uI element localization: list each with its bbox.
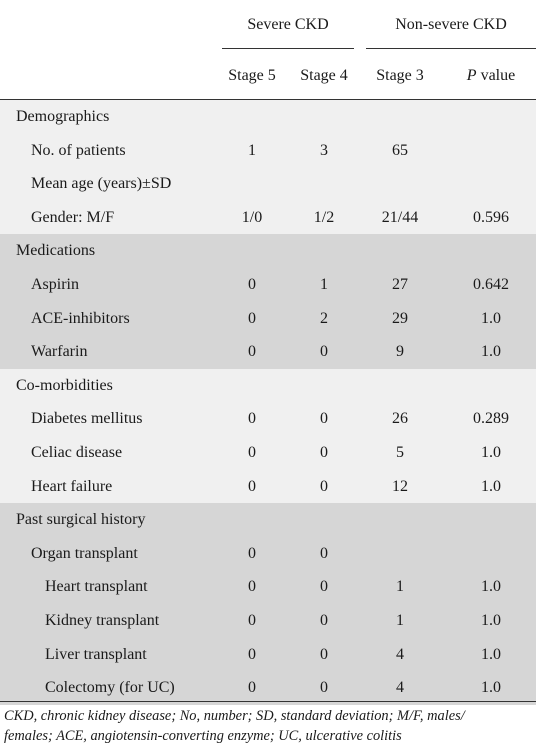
table-cell: 0 xyxy=(320,410,328,428)
table-cell: 0.289 xyxy=(473,410,509,428)
footnote-line-2: females; ACE, angiotensin-converting enzyme; UC, ulcerative colitis xyxy=(4,728,402,744)
table-cell xyxy=(446,503,536,537)
table-cell xyxy=(294,503,354,537)
table-cell: 5 xyxy=(396,443,404,461)
table-cell: 1.0 xyxy=(481,578,501,596)
table-row xyxy=(0,100,536,134)
table-cell: 1.0 xyxy=(481,611,501,629)
table-cell: 0 xyxy=(248,679,256,697)
table-row xyxy=(0,570,536,604)
table-cell: 0 xyxy=(248,645,256,663)
table-cell: 0 xyxy=(248,410,256,428)
table-footnote xyxy=(4,706,534,746)
table-row xyxy=(0,201,536,235)
table-cell: 2 xyxy=(320,309,328,327)
row-label: Gender: M/F xyxy=(31,208,115,226)
table-row xyxy=(0,167,536,201)
table-cell: 12 xyxy=(392,477,408,495)
row-label: Demographics xyxy=(16,108,110,125)
table-cell xyxy=(294,369,354,403)
pvalue-p: P xyxy=(466,67,477,84)
table-row xyxy=(0,268,536,302)
table-cell: 0 xyxy=(320,611,328,629)
row-label: Liver transplant xyxy=(45,645,147,663)
table-cell: 0.642 xyxy=(473,275,509,293)
table-cell xyxy=(370,537,430,571)
table-cell: 27 xyxy=(392,275,408,293)
table-cell: 0 xyxy=(248,275,256,293)
table-cell xyxy=(222,369,282,403)
table-cell xyxy=(370,234,430,268)
row-label: Kidney transplant xyxy=(45,611,160,629)
table-cell xyxy=(222,167,282,201)
table-cell xyxy=(370,100,430,134)
table-cell: 1 xyxy=(320,275,328,293)
table-cell xyxy=(222,503,282,537)
row-label: Warfarin xyxy=(31,343,88,361)
nonsevere-ckd-header: Non-severe CKD xyxy=(395,16,507,33)
table-row xyxy=(0,369,536,403)
table-cell: 0 xyxy=(320,645,328,663)
severe-ckd-rule xyxy=(222,48,354,49)
table-cell: 1 xyxy=(396,578,404,596)
table-cell: 0 xyxy=(320,343,328,361)
table-cell: 0 xyxy=(248,309,256,327)
row-label: ACE-inhibitors xyxy=(31,309,130,327)
table-row xyxy=(0,470,536,504)
table-cell: 1.0 xyxy=(481,645,501,663)
column-header-stage3: Stage 3 xyxy=(376,67,424,84)
table-cell: 0.596 xyxy=(473,208,509,226)
table-cell xyxy=(370,369,430,403)
table-cell: 0 xyxy=(320,578,328,596)
table-cell xyxy=(222,100,282,134)
table-cell: 1.0 xyxy=(481,443,501,461)
table-cell xyxy=(370,167,430,201)
row-label: Diabetes mellitus xyxy=(31,410,143,428)
table-cell: 26 xyxy=(392,410,408,428)
nonsevere-ckd-rule xyxy=(366,48,536,49)
table-row xyxy=(0,402,536,436)
table-cell: 0 xyxy=(320,477,328,495)
table-cell xyxy=(446,369,536,403)
table-cell: 1/0 xyxy=(241,208,263,226)
table-cell: 29 xyxy=(392,309,408,327)
table-cell: 0 xyxy=(248,578,256,596)
table-cell xyxy=(446,100,536,134)
table-row xyxy=(0,638,536,672)
table-cell: 1 xyxy=(396,611,404,629)
table-row xyxy=(0,503,536,537)
table-row xyxy=(0,671,536,705)
row-label: Mean age (years)±SD xyxy=(31,175,172,193)
table-cell: 0 xyxy=(248,477,256,495)
table-cell: 0 xyxy=(320,544,328,562)
table-cell xyxy=(446,134,536,168)
table-row xyxy=(0,436,536,470)
table-row xyxy=(0,234,536,268)
table-cell: 65 xyxy=(392,141,408,159)
row-label: Heart failure xyxy=(31,477,113,495)
table-cell: 0 xyxy=(320,679,328,697)
table-cell: 1.0 xyxy=(481,679,501,697)
table-row xyxy=(0,335,536,369)
table-cell: 0 xyxy=(248,343,256,361)
column-header-stage4: Stage 4 xyxy=(300,67,348,84)
table-cell xyxy=(222,234,282,268)
row-label: Past surgical history xyxy=(16,511,146,529)
pvalue-word: value xyxy=(476,67,516,84)
row-label: Co-morbidities xyxy=(16,376,113,394)
table-body xyxy=(0,100,536,705)
column-header-pvalue xyxy=(446,67,536,85)
footnote-line-1: CKD, chronic kidney disease; No, number; SD, standard deviation; M/F, males/ xyxy=(4,708,465,724)
table-cell xyxy=(294,167,354,201)
table-row xyxy=(0,302,536,336)
table-cell: 1.0 xyxy=(481,477,501,495)
table-cell: 1 xyxy=(248,141,256,159)
row-label: Celiac disease xyxy=(31,443,123,461)
table-cell: 1/2 xyxy=(313,208,335,226)
table-cell: 4 xyxy=(396,679,404,697)
table-bottom-rule xyxy=(0,701,536,702)
table-cell xyxy=(294,234,354,268)
row-label: Heart transplant xyxy=(45,578,148,596)
table-cell xyxy=(446,167,536,201)
table-cell: 3 xyxy=(320,141,328,159)
row-label: No. of patients xyxy=(31,141,126,159)
severe-ckd-header: Severe CKD xyxy=(247,16,329,33)
table-cell xyxy=(294,100,354,134)
table-row xyxy=(0,604,536,638)
table-cell: 0 xyxy=(248,443,256,461)
table-cell xyxy=(446,537,536,571)
table-cell: 0 xyxy=(248,611,256,629)
row-label: Aspirin xyxy=(31,275,79,293)
table-cell: 4 xyxy=(396,645,404,663)
table-cell: 1.0 xyxy=(481,309,501,327)
row-label: Medications xyxy=(16,242,96,260)
row-label: Colectomy (for UC) xyxy=(45,679,175,697)
table-cell xyxy=(446,234,536,268)
table-cell: 1.0 xyxy=(481,343,501,361)
table-cell: 0 xyxy=(320,443,328,461)
table-cell: 0 xyxy=(248,544,256,562)
row-label: Organ transplant xyxy=(31,544,138,562)
table-row xyxy=(0,134,536,168)
column-header-stage5: Stage 5 xyxy=(228,67,276,84)
table-cell: 21/44 xyxy=(381,208,419,226)
table-cell: 9 xyxy=(396,343,404,361)
table-cell xyxy=(370,503,430,537)
table-row xyxy=(0,537,536,571)
